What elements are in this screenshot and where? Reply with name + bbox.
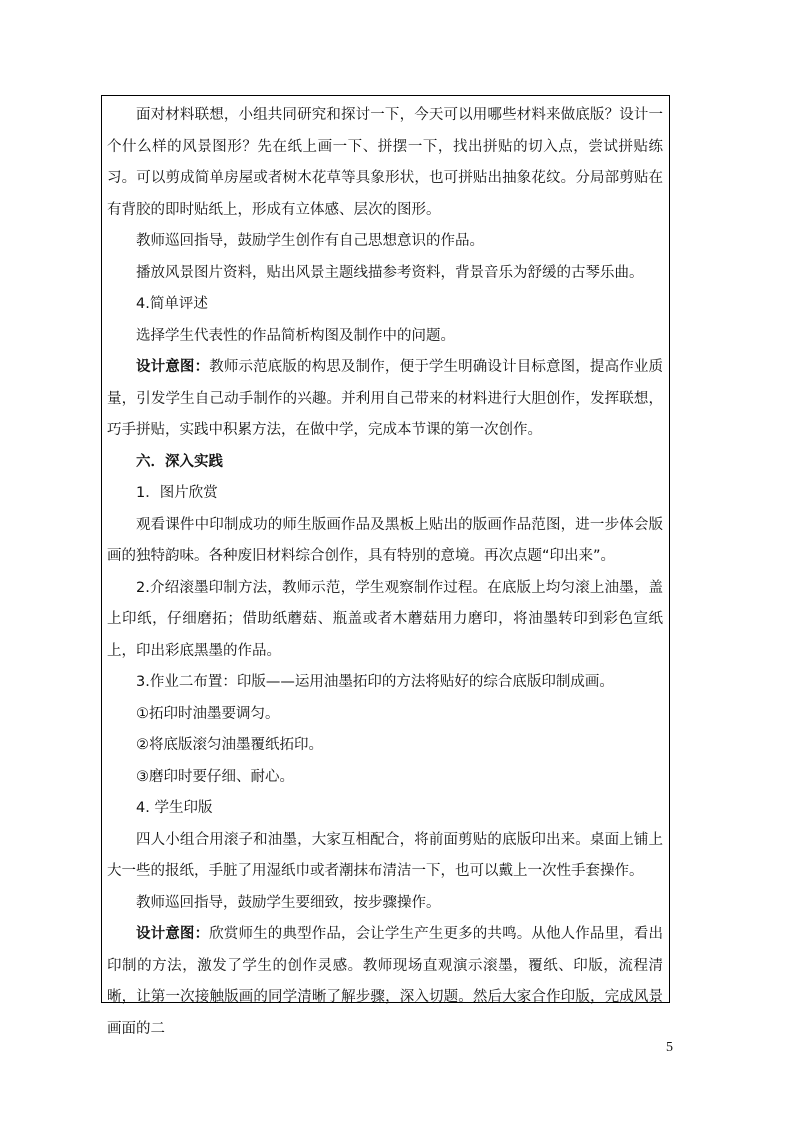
paragraph-watch-courseware: 观看课件中印制成功的师生版画作品及黑板上贴出的版画作品范图，进一步体会版画的独特韵味。各种废旧材料综合创作，具有特别的意境。再次点题“印出来”。 — [107, 516, 663, 564]
heading-brief-review: 4.简单评述 — [136, 296, 208, 312]
paragraph-play-images: 播放风景图片资料，贴出风景主题线描参考资料，背景音乐为舒缓的古琴乐曲。 — [136, 264, 644, 281]
list-item-3: ③磨印时要仔细、耐心。 — [136, 768, 294, 785]
heading-student-printing: 4. 学生印版 — [136, 800, 213, 816]
section-heading-deep-practice: 六．深入实践 — [136, 453, 223, 470]
heading-image-appreciation: 1．图片欣赏 — [136, 485, 218, 501]
design-intent-text: 教师示范底版的构思及制作，便于学生明确设计目标意图，提高作业质量，引发学生自己动手制作的兴趣。并利用自己带来的材料进行大胆创作，发挥联想，巧手拼贴，实践中积累方法，在做中学，完成本节课的第一次创作。 — [107, 359, 664, 438]
paragraph-assignment-two: 3.作业二布置：印版——运用油墨拓印的方法将贴好的综合底版印制成画。 — [136, 674, 614, 690]
paragraph-design-intent-2 — [107, 919, 663, 1045]
paragraph-select-works: 选择学生代表性的作品简析构图及制作中的问题。 — [136, 327, 455, 344]
list-item-2: ②将底版滚匀油墨覆纸拓印。 — [136, 737, 323, 753]
design-intent-label-2: 设计意图： — [136, 926, 210, 942]
paragraph-roller-method: 2.介绍滚墨印制方法，教师示范，学生观察制作过程。在底版上均匀滚上油墨，盖上印纸，仔细磨拓；借助纸蘑菇、瓶盖或者木蘑菇用力磨印，将油墨转印到彩色宣纸上，印出彩底黑墨的作品。 — [107, 579, 663, 659]
list-item-1: ①拓印时油墨要调匀。 — [136, 705, 280, 722]
paragraph-material-association: 面对材料联想，小组共同研究和探讨一下，今天可以用哪些材料来做底版？设计一个什么样的风景图形？先在纸上画一下、拼摆一下，找出拼贴的切入点，尝试拼贴练习。可以剪成简单房屋或者树木花草等具象形状，也可拼贴出抽象花纹。分局部剪贴在有背胶的即时贴纸上，形成有立体感、层次的图形。 — [107, 107, 663, 218]
page-number: 5 — [666, 1040, 673, 1055]
design-intent-text-2: 欣赏师生的典型作品，会让学生产生更多的共鸣。从他人作品里，看出印制的方法，激发了学生的创作灵感。教师现场直观演示滚墨，覆纸、印版，流程清晰，让第一次接触版画的同学清晰了解步骤，深入切题。然后大家合作印版，完成风景画面的二 — [107, 926, 664, 1037]
paragraph-teacher-guidance-2: 教师巡回指导，鼓励学生要细致，按步骤操作。 — [136, 894, 441, 911]
paragraph-teacher-guidance: 教师巡回指导，鼓励学生创作有自己思想意识的作品。 — [136, 233, 484, 249]
design-intent-label: 设计意图： — [136, 359, 210, 375]
paragraph-design-intent-1 — [107, 352, 663, 447]
paragraph-group-printing: 四人小组合用滚子和油墨，大家互相配合，将前面剪贴的底版印出来。桌面上铺上大一些的报纸，手脏了用湿纸巾或者潮抹布清洁一下，也可以戴上一次性手套操作。 — [107, 831, 663, 879]
document-body — [107, 100, 663, 1045]
